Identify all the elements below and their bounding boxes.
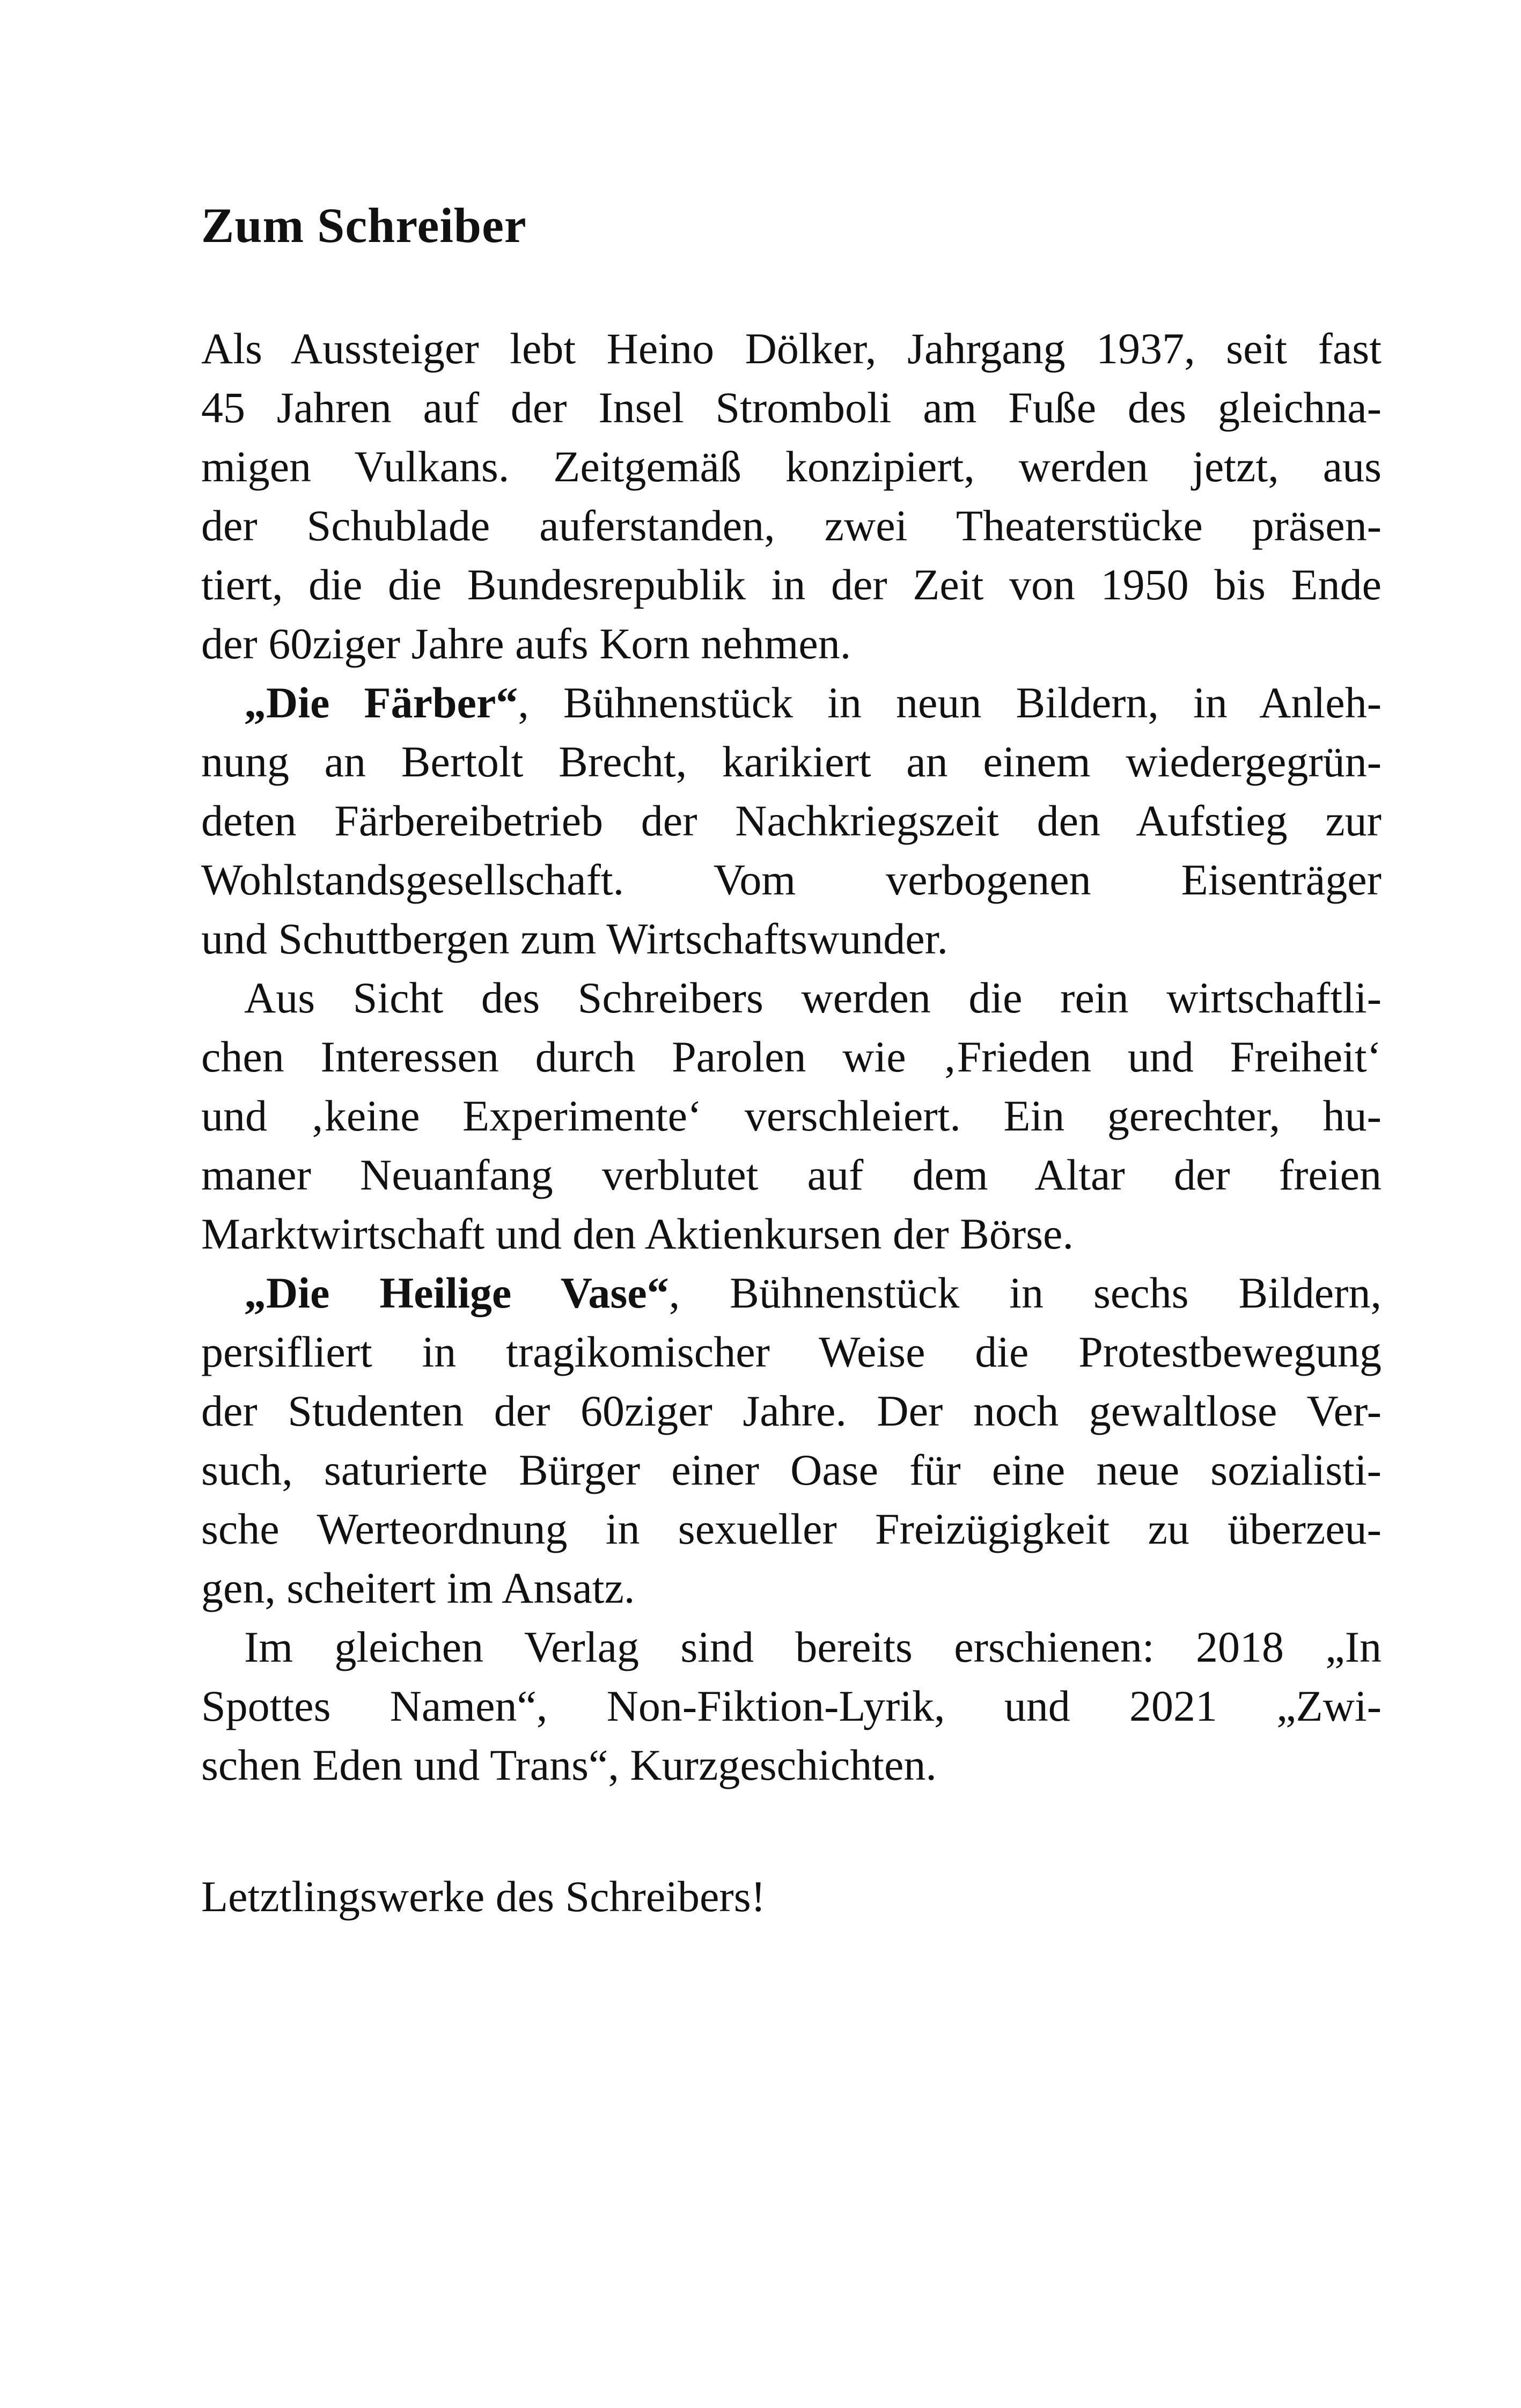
text-line: der 60ziger Jahre aufs Korn nehmen. xyxy=(201,619,851,668)
text-line: und Schuttbergen zum Wirtschaftswunder. xyxy=(201,914,948,963)
text-line: deten Färbereibetrieb der Nachkriegszeit den Aufstieg zur xyxy=(201,796,1382,845)
text-line: Wohlstandsgesellschaft. Vom verbogenen Eisenträger xyxy=(201,855,1382,904)
text-line: schen Eden und Trans“, Kurzgeschichten. xyxy=(201,1741,937,1789)
paragraph-die-faerber xyxy=(201,673,1382,968)
page-heading: Zum Schreiber xyxy=(201,198,527,253)
text-line: der Schublade auferstanden, zwei Theaterstücke präsen- xyxy=(201,501,1382,550)
text-line: chen Interessen durch Parolen wie ‚Frieden und Freiheit‘ xyxy=(201,1032,1382,1081)
text-line: Im gleichen Verlag sind bereits erschienen: 2018 „In xyxy=(244,1623,1382,1671)
text-line: Spottes Namen“, Non-Fiktion-Lyrik, und 2021 „Zwi- xyxy=(201,1682,1382,1730)
text-line: der Studenten der 60ziger Jahre. Der noch gewaltlose Ver- xyxy=(201,1386,1382,1435)
text-line: 45 Jahren auf der Insel Stromboli am Fuße des gleichna- xyxy=(201,383,1382,432)
text-line: nung an Bertolt Brecht, karikiert an einem wiedergegrün- xyxy=(201,737,1382,786)
text-line xyxy=(201,1264,1382,1323)
text-line: gen, scheitert im Ansatz. xyxy=(201,1563,635,1612)
play-title-die-faerber: „Die Färber“ xyxy=(244,678,518,727)
paragraph-publications xyxy=(201,1618,1382,1795)
text-line xyxy=(201,673,1382,732)
text-fragment: , Bühnenstück in neun Bildern, in Anleh- xyxy=(518,678,1382,727)
text-line: such, saturierte Bürger einer Oase für eine neue sozialisti- xyxy=(201,1445,1382,1494)
text-line: Marktwirtschaft und den Aktienkursen der Börse. xyxy=(201,1209,1074,1258)
text-line: Als Aussteiger lebt Heino Dölker, Jahrgang 1937, seit fast xyxy=(201,324,1382,373)
closing-line: Letztlingswerke des Schreibers! xyxy=(201,1872,766,1921)
text-line: sche Werteordnung in sexueller Freizügigkeit zu überzeu- xyxy=(201,1504,1382,1553)
paragraph-intro xyxy=(201,319,1382,673)
text-line: Aus Sicht des Schreibers werden die rein wirtschaftli- xyxy=(244,973,1382,1022)
text-line: tiert, die die Bundesrepublik in der Zeit von 1950 bis Ende xyxy=(201,560,1382,609)
text-fragment: , Bühnenstück in sechs Bildern, xyxy=(668,1268,1382,1317)
paragraph-die-heilige-vase xyxy=(201,1264,1382,1618)
text-line: persifliert in tragikomischer Weise die Protestbewegung xyxy=(201,1327,1382,1376)
text-line: und ‚keine Experimente‘ verschleiert. Ein gerechter, hu- xyxy=(201,1091,1382,1140)
play-title-die-heilige-vase: „Die Heilige Vase“ xyxy=(244,1268,669,1317)
body-text xyxy=(201,319,1382,1795)
text-line: maner Neuanfang verblutet auf dem Altar der freien xyxy=(201,1150,1382,1199)
paragraph-view xyxy=(201,968,1382,1264)
text-line: migen Vulkans. Zeitgemäß konzipiert, werden jetzt, aus xyxy=(201,442,1382,491)
